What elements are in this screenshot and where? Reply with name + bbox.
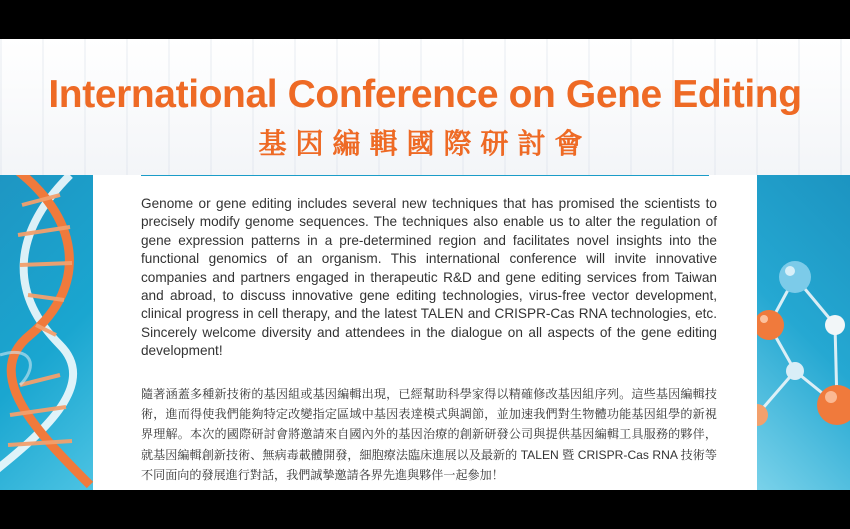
dna-helix-decoration <box>0 175 93 490</box>
description-panel <box>93 175 757 490</box>
title-chinese: 基因編輯國際研討會 <box>258 128 592 159</box>
molecule-icon <box>757 175 850 490</box>
molecule-decoration <box>757 175 850 490</box>
banner-header <box>0 39 850 175</box>
dna-helix-icon <box>0 175 93 490</box>
title-divider <box>141 175 709 176</box>
title-english: International Conference on Gene Editing <box>48 73 802 116</box>
conference-banner <box>0 39 850 490</box>
description-chinese: 隨著涵蓋多種新技術的基因組或基因編輯出現，已經幫助科學家得以精確修改基因組序列。這些基因編輯技術，進而得使我們能夠特定改變指定區域中基因表達模式與調節，並加速我們對生物體功能基因組學的新視界理解。本次的國際研討會將邀請來自國內外的基因治療的創新研發公司與提供基因編輯工具服務的夥伴，就基因編輯創新技術、無病毒載體開發，細胞療法臨床進展以及最新的 TALEN 暨 CRISPR-Cas RNA 技術等不同面向的發展進行對話，我們誠摯邀請各界先進與夥伴一起參加！ <box>141 387 717 482</box>
description-english: Genome or gene editing includes several new techniques that has promised the scientists to precisely modify genome sequences. The techniques also enable us to alter the regulation of gene expression patterns in a pre-determined region and facilitates novel insights into the functional genomics of an organism. This international conference will invite innovative companies and partners engaged in therapeutic R&D and gene editing services from Taiwan and abroad, to discuss innovative gene editing technologies, virus-free vector development, clinical progress in cell therapy, and the latest TALEN and CRISPR-Cas RNA technologies, etc. Sincerely welcome diversity and attendees in the dialogue on all aspects of the gene editing development! <box>141 196 717 359</box>
